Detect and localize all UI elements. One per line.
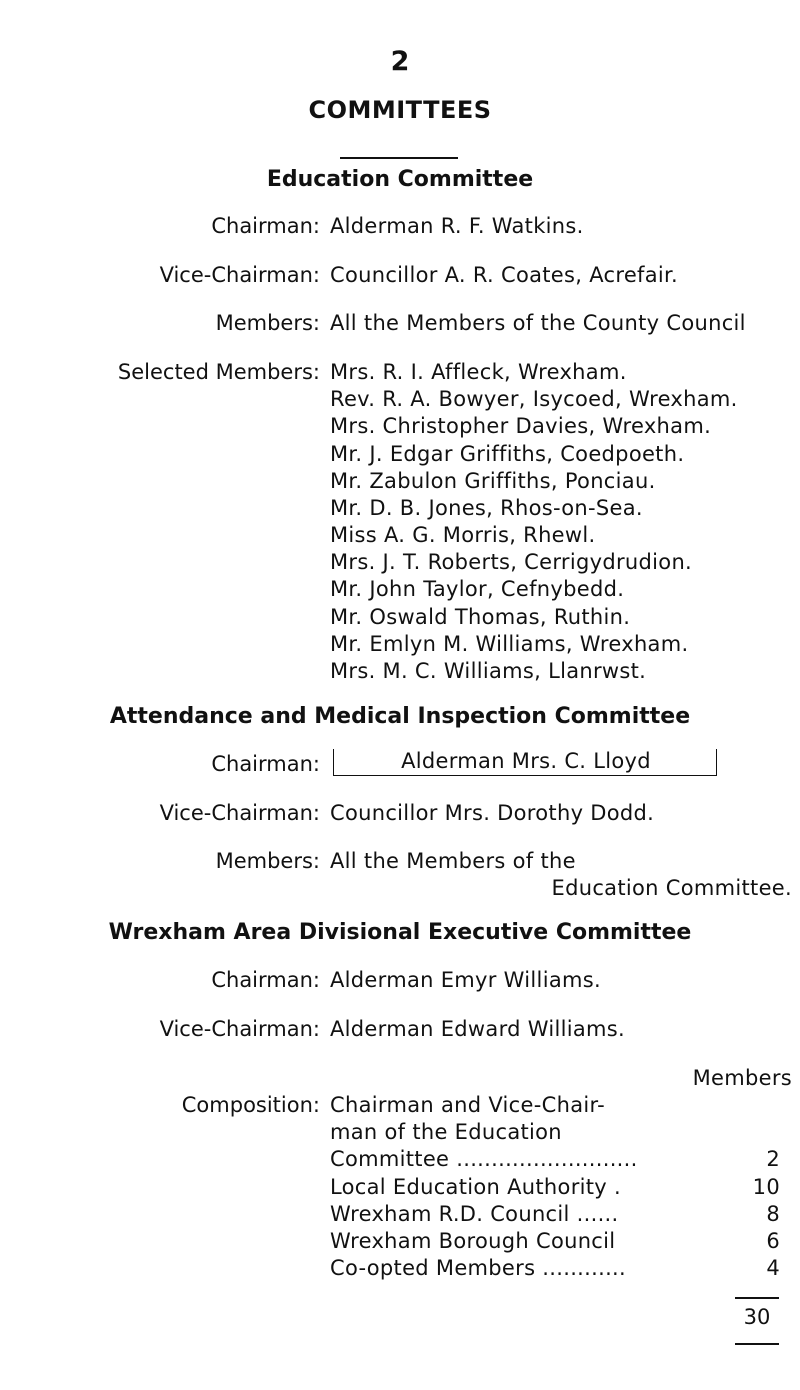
- composition-row: [330, 1229, 790, 1253]
- composition-count: 4: [766, 1256, 780, 1280]
- attendance-chairman-label: Chairman:: [211, 752, 320, 776]
- education-heading: Education Committee: [266, 167, 534, 192]
- composition-row: [330, 1175, 790, 1199]
- attendance-heading: Attendance and Medical Inspection Committee: [109, 704, 691, 729]
- wrexham-vice-label: Vice-Chairman:: [159, 1017, 320, 1041]
- page-title: COMMITTEES: [308, 96, 492, 124]
- selected-member: Mr. John Taylor, Cefnybedd.: [330, 577, 625, 601]
- composition-text: Wrexham Borough Council: [330, 1229, 616, 1253]
- selected-member: Mr. D. B. Jones, Rhos-on-Sea.: [330, 496, 643, 520]
- selected-member: Mrs. M. C. Williams, Llanrwst.: [330, 659, 647, 683]
- total-rule-top: [735, 1297, 779, 1299]
- page-number: 2: [390, 46, 410, 77]
- composition-text: Co-opted Members ............: [330, 1256, 627, 1280]
- composition-total: 30: [743, 1305, 771, 1329]
- education-vice-label: Vice-Chairman:: [159, 263, 320, 287]
- selected-member: Mrs. R. I. Affleck, Wrexham.: [330, 360, 627, 384]
- composition-row: [330, 1120, 790, 1144]
- members-column-heading: Members: [692, 1066, 792, 1090]
- attendance-vice-label: Vice-Chairman:: [159, 801, 320, 825]
- education-selected-label: Selected Members:: [117, 360, 320, 384]
- wrexham-chairman: Alderman Emyr Williams.: [330, 968, 601, 992]
- composition-text: Local Education Authority .: [330, 1175, 621, 1199]
- composition-row: [330, 1202, 790, 1226]
- composition-row: [330, 1093, 790, 1117]
- attendance-members-line1: All the Members of the: [330, 849, 576, 873]
- education-vice: Councillor A. R. Coates, Acrefair.: [330, 263, 679, 287]
- wrexham-heading: Wrexham Area Divisional Executive Committee: [108, 920, 692, 945]
- selected-member: Mr. Emlyn M. Williams, Wrexham.: [330, 632, 689, 656]
- attendance-members-line2: Education Committee.: [551, 876, 792, 900]
- selected-member: Mr. J. Edgar Griffiths, Coedpoeth.: [330, 442, 685, 466]
- selected-member: Rev. R. A. Bowyer, Isycoed, Wrexham.: [330, 387, 738, 411]
- selected-member: Mr. Oswald Thomas, Ruthin.: [330, 605, 631, 629]
- composition-text: man of the Education: [330, 1120, 562, 1144]
- composition-count: 6: [766, 1229, 780, 1253]
- education-members-label: Members:: [215, 311, 320, 335]
- wrexham-chairman-label: Chairman:: [211, 968, 320, 992]
- wrexham-vice: Alderman Edward Williams.: [330, 1017, 626, 1041]
- composition-row: [330, 1256, 790, 1280]
- composition-text: Committee ..........................: [330, 1147, 638, 1171]
- title-underline: [340, 157, 458, 159]
- selected-member: Mr. Zabulon Griffiths, Ponciau.: [330, 469, 656, 493]
- selected-member: Mrs. Christopher Davies, Wrexham.: [330, 414, 712, 438]
- education-chairman-label: Chairman:: [211, 214, 320, 238]
- composition-count: 2: [766, 1147, 780, 1171]
- composition-row: [330, 1147, 790, 1171]
- composition-text: Wrexham R.D. Council ......: [330, 1202, 619, 1226]
- attendance-chairman: Alderman Mrs. C. Lloyd: [333, 749, 717, 776]
- composition-count: 10: [752, 1175, 780, 1199]
- composition-text: Chairman and Vice-Chair-: [330, 1093, 605, 1117]
- selected-member: Miss A. G. Morris, Rhewl.: [330, 523, 596, 547]
- education-members: All the Members of the County Council: [330, 311, 746, 335]
- composition-count: 8: [766, 1202, 780, 1226]
- selected-member: Mrs. J. T. Roberts, Cerrigydrudion.: [330, 550, 693, 574]
- attendance-members-label: Members:: [215, 849, 320, 873]
- total-rule-bottom: [735, 1343, 779, 1345]
- attendance-vice: Councillor Mrs. Dorothy Dodd.: [330, 801, 655, 825]
- composition-label: Composition:: [181, 1093, 320, 1117]
- education-chairman: Alderman R. F. Watkins.: [330, 214, 584, 238]
